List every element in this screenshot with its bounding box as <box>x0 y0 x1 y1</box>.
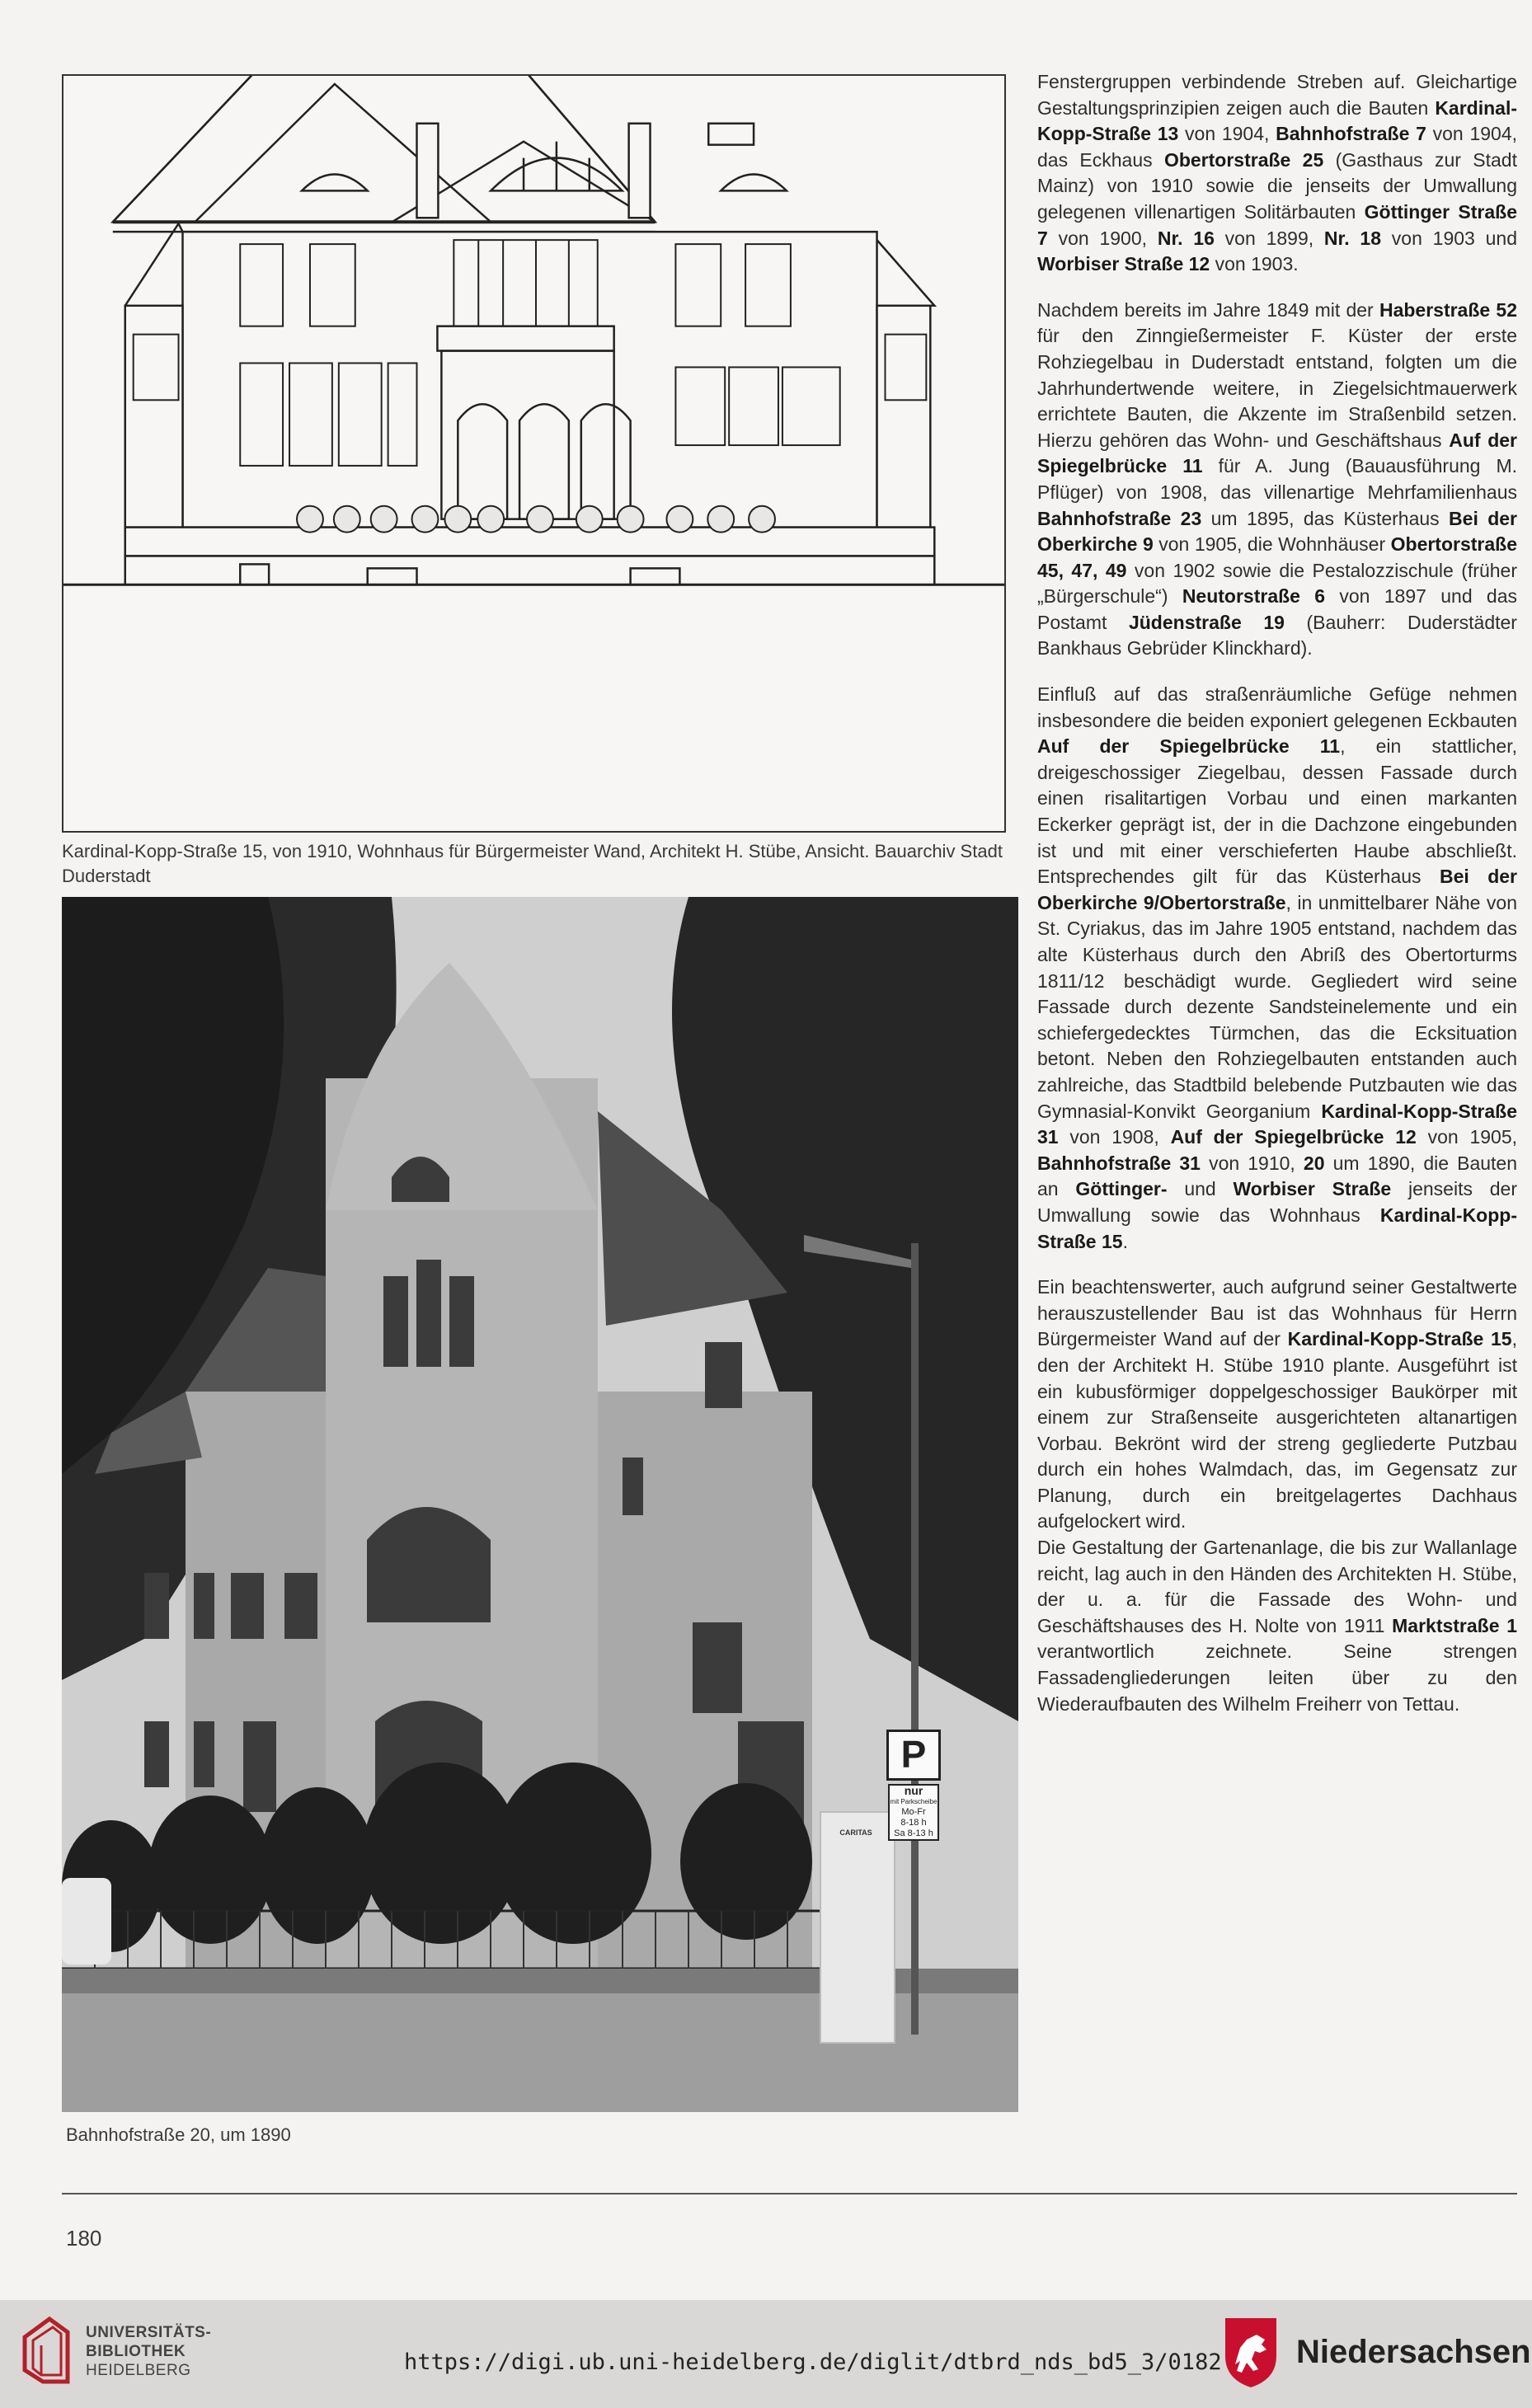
niedersachsen-horse-logo-icon <box>1222 2315 1280 2389</box>
figure-caption: Bahnhofstraße 20, um 1890 <box>66 2124 291 2145</box>
library-line: BIBLIOTHEK <box>86 2343 186 2360</box>
page-number: 180 <box>66 2226 102 2251</box>
library-line: UNIVERSITÄTS- <box>86 2324 212 2341</box>
paragraph: Nachdem bereits im Jahre 1849 mit der Haberstraße 52 für den Zinngießermeister F. Küster der erste Rohziegelbau in Duderstadt entstand, folgten um die Jahrhundertwende weitere, in Ziegelsichtmauerwerk errichtete Bauten, die Akzente im Straßenbild setzen. Hierzu gehören das Wohn- und Geschäftshaus Auf der Spiegelbrücke 11 für A. Jung (Bauausführung M. Pflüger) von 1908, das villenartige Mehrfamilienhaus Bahnhofstraße 23 um 1895, das Küsterhaus Bei der Oberkirche 9 von 1905, die Wohnhäuser Obertorstraße 45, 47, 49 von 1902 sowie die Pestalozzischule (früher „Bürgerschule“) Neutorstraße 6 von 1897 und das Postamt Jüdenstraße 19 (Bauherr: Duderstädter Bankhaus Gebrüder Klinckhard). <box>1037 298 1518 660</box>
library-line: HEIDELBERG <box>86 2362 191 2379</box>
university-library-name[interactable] <box>86 2323 211 2380</box>
permalink-url[interactable]: https://digi.ub.uni-heidelberg.de/diglit/dtbrd_nds_bd5_3/0182 <box>404 2349 1222 2375</box>
paragraph: Ein beachtenswerter, auch aufgrund seiner Gestaltwerte herauszustellender Bau ist das Wohnhaus für Herrn Bürgermeister Wand auf der Kardinal-Kopp-Straße 15, den der Architekt H. Stübe 1910 plante. Ausgeführt ist ein kubusförmiger doppelgeschossiger Baukörper mit einem zur Straßenseite ausgerichteten altanartigen Vorbau. Bekrönt wird der streng gegliederte Putzbau durch ein hohes Walmdach, das, im Gegensatz zur Planung, durch ein breitgelagertes Dachhaus aufgelockert wird. Die Gestaltung der Gartenanlage, die bis zur Wallanlage reicht, lag auch in den Händen des Architekten H. Stübe, der u. a. für die Fassade des Wohn- und Geschäftshauses des H. Nolte von 1911 Marktstraße 1 verantwortlich zeichnete. Seine strengen Fassadengliederungen leiten über zu den Wiederaufbauten des Wilhelm Freiherr von Tettau. <box>1037 1276 1517 1715</box>
parking-sign: P <box>886 1730 941 1781</box>
pillar-label: CARITAS <box>839 1828 872 1837</box>
parking-sign-text <box>888 1784 939 1841</box>
figure-caption: Kardinal-Kopp-Straße 15, von 1910, Wohnhaus für Bürgermeister Wand, Architekt H. Stübe, Ansicht. Bauarchiv Stadt Duderstadt <box>62 841 1003 886</box>
sign-line: Sa 8-13 h <box>894 1828 933 1838</box>
university-library-logo-icon <box>16 2312 76 2387</box>
sign-line: Mo-Fr <box>901 1807 926 1817</box>
text-column <box>1037 69 1517 1737</box>
state-logo-text: Niedersachsen <box>1296 2334 1531 2370</box>
sign-line: nur <box>904 1784 923 1797</box>
paragraph: Einfluß auf das straßenräumliche Gefüge nehmen insbesondere die beiden exponiert gelegenen Eckbauten Auf der Spiegelbrücke 11, ein stattlicher, dreigeschossiger Ziegelbau, dessen Fassade durch einen risalitartigen Vorbau und einen markanten Eckerker geprägt ist, der in die Dachzone eingebunden ist und mit einer verschieferten Haube abschließt. Entsprechendes gilt für das Küsterhaus Bei der Oberkirche 9/Obertorstraße, in unmittelbarer Nähe von St. Cyriakus, das im Jahre 1905 entstand, nachdem das alte Küsterhaus durch den Abriß des Obertorturms 1811/12 beschädigt wurde. Gegliedert wird seine Fassade durch dezente Sandsteinelemente und ein schiefergedecktes Türmchen, das die Ecksituation betont. Neben den Rohziegelbauten entstanden auch zahlreiche, das Stadtbild belebende Putzbauten wie das Gymnasial-Konvikt Georganium Kardinal-Kopp-Straße 31 von 1908, Auf der Spiegelbrücke 12 von 1905, Bahnhofstraße 31 von 1910, 20 um 1890, die Bauten an Göttinger- und Worbiser Straße jenseits der Umwallung sowie das Wohnhaus Kardinal-Kopp-Straße 15. <box>1037 683 1518 1252</box>
sign-line: mit Parkscheibe <box>890 1798 938 1805</box>
paragraph: Fenstergruppen verbindende Streben auf. Gleichartige Gestaltungsprinzipien zeigen auch die Bauten Kardinal-Kopp-Straße 13 von 1904, Bahnhofstraße 7 von 1904, das Eckhaus Obertorstraße 25 (Gasthaus zur Stadt Mainz) von 1910 sowie die jenseits der Umwallung gelegenen villenartigen Solitärbauten Göttinger Straße 7 von 1900, Nr. 16 von 1899, Nr. 18 von 1903 und Worbiser Straße 12 von 1903. <box>1037 71 1517 275</box>
footer-rule <box>62 2193 1517 2194</box>
elevation-drawing <box>62 74 1006 833</box>
sign-line: 8-18 h <box>900 1818 927 1828</box>
building-photograph <box>62 897 1018 2112</box>
